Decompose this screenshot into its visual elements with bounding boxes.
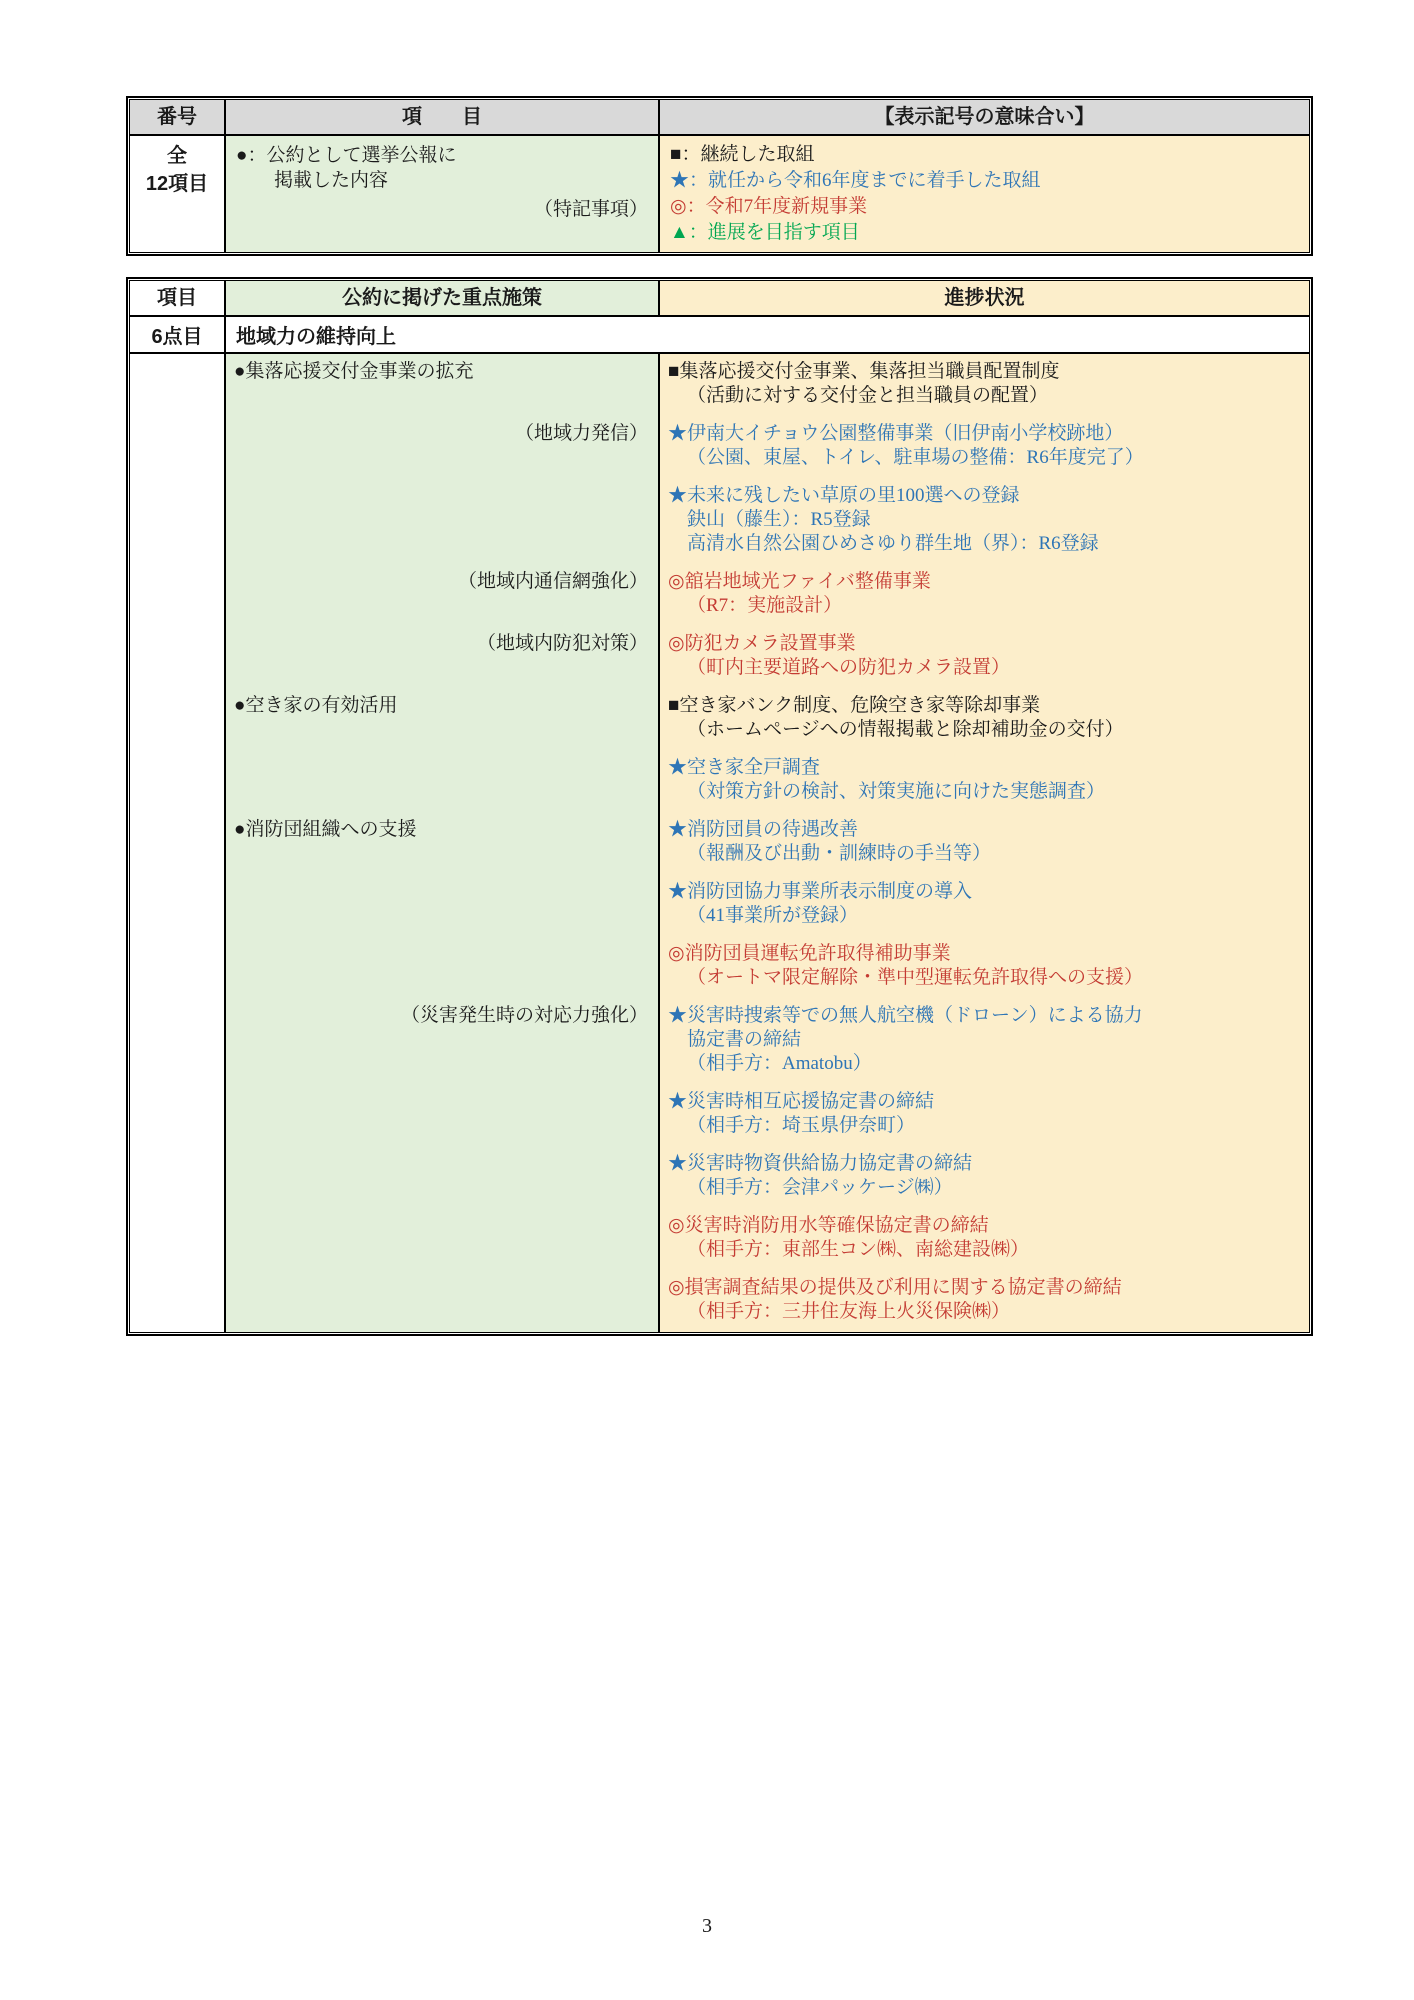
progress-line: （活動に対する交付金と担当職員の配置）: [687, 385, 1049, 406]
legend-table: [126, 96, 1313, 256]
progress-line: （相手方：埼玉県伊奈町）: [687, 1115, 916, 1136]
progress-line: ★災害時捜索等での無人航空機（ドローン）による協力: [668, 1005, 1143, 1026]
item-number-cell: [130, 1210, 224, 1272]
progress-line: （ホームページへの情報掲載と除却補助金の交付）: [687, 719, 1124, 740]
progress-entry: [658, 690, 1309, 752]
legend-count-line-2: 12項目: [145, 173, 209, 195]
policy-cell: [224, 1148, 658, 1210]
policy-label: （地域力発信）: [514, 423, 648, 444]
legend-symbol-line: ★：就任から令和6年度までに着手した取組: [670, 170, 1041, 191]
item-number-cell: [130, 876, 224, 938]
progress-line: 協定書の締結: [687, 1029, 802, 1050]
progress-line: ★空き家全戸調査: [668, 757, 821, 778]
policy-cell: [224, 1272, 658, 1332]
progress-group-row: [130, 1210, 1309, 1272]
policy-label: ●空き家の有効活用: [234, 695, 398, 716]
progress-line: ★災害時相互応援協定書の締結: [668, 1091, 935, 1112]
progress-group-row: [130, 354, 1309, 418]
item-number-cell: [130, 566, 224, 628]
item-number-cell: [130, 690, 224, 752]
progress-line: 鈌山（藤生）：R5登録: [687, 509, 871, 530]
progress-line: ★消防団員の待遇改善: [668, 819, 859, 840]
progress-line: （報酬及び出動・訓練時の手当等）: [687, 843, 992, 864]
legend-header-symbols: 【表示記号の意味合い】: [658, 100, 1309, 134]
progress-group-row: [130, 1272, 1309, 1332]
policy-cell: [224, 814, 658, 876]
policy-cell: [224, 418, 658, 480]
progress-group-row: [130, 752, 1309, 814]
item-number-cell: [130, 1148, 224, 1210]
legend-item-line-2: 掲載した内容: [274, 170, 389, 191]
item-number-cell: [130, 354, 224, 418]
progress-line: ◎舘岩地域光ファイバ整備事業: [668, 571, 931, 592]
legend-total-count: [130, 136, 224, 252]
progress-line: ★消防団協力事業所表示制度の導入: [668, 881, 973, 902]
progress-entry: [658, 1148, 1309, 1210]
policy-label: ●消防団組織への支援: [234, 819, 417, 840]
item-number-cell: [130, 628, 224, 690]
policy-cell: [224, 752, 658, 814]
legend-symbol-line: ▲：進展を目指す項目: [670, 222, 860, 243]
item-number-cell: [130, 418, 224, 480]
progress-group-row: [130, 418, 1309, 480]
legend-header-item: 項 目: [224, 100, 658, 134]
progress-line: ■集落応援交付金事業、集落担当職員配置制度: [668, 361, 1060, 382]
policy-cell: [224, 1086, 658, 1148]
item-number-cell: [130, 1000, 224, 1086]
progress-header-item: 項目: [130, 281, 224, 315]
progress-line: 高清水自然公園ひめさゆり群生地（界）：R6登録: [687, 533, 1099, 554]
progress-group-row: [130, 566, 1309, 628]
progress-line: （相手方：Amatobu）: [687, 1053, 872, 1074]
progress-line: ◎災害時消防用水等確保協定書の締結: [668, 1215, 989, 1236]
progress-line: ◎消防団員運転免許取得補助事業: [668, 943, 951, 964]
progress-group-row: [130, 938, 1309, 1000]
progress-entry: [658, 1272, 1309, 1332]
legend-header-row: [130, 100, 1309, 136]
policy-label: （災害発生時の対応力強化）: [400, 1005, 648, 1026]
item-number-cell: [130, 480, 224, 566]
progress-entry: [658, 938, 1309, 1000]
policy-cell: [224, 938, 658, 1000]
progress-entry: [658, 876, 1309, 938]
progress-body: [130, 354, 1309, 1332]
page-number: 3: [702, 1915, 712, 1937]
legend-header-number: 番号: [130, 100, 224, 134]
policy-label: ●集落応援交付金事業の拡充: [234, 361, 474, 382]
section-title: 地域力の維持向上: [224, 317, 1309, 352]
legend-item-note: （特記事項）: [533, 199, 648, 220]
progress-entry: [658, 480, 1309, 566]
legend-item-cell: [224, 136, 658, 252]
progress-header-status: 進捗状況: [658, 281, 1309, 315]
progress-line: （町内主要道路への防犯カメラ設置）: [687, 657, 1011, 678]
progress-group-row: [130, 480, 1309, 566]
legend-body-row: [130, 136, 1309, 252]
progress-line: （相手方：三井住友海上火災保険㈱）: [687, 1301, 1011, 1322]
progress-line: ★未来に残したい草原の里100選への登録: [668, 485, 1020, 506]
progress-line: ★伊南大イチョウ公園整備事業（旧伊南小学校跡地）: [668, 423, 1124, 444]
policy-cell: [224, 1000, 658, 1086]
policy-cell: [224, 354, 658, 418]
item-number-cell: [130, 1272, 224, 1332]
item-number-cell: [130, 1086, 224, 1148]
progress-line: ◎損害調査結果の提供及び利用に関する協定書の締結: [668, 1277, 1122, 1298]
progress-entry: [658, 354, 1309, 418]
policy-label: （地域内防犯対策）: [476, 633, 648, 654]
progress-line: ■空き家バンク制度、危険空き家等除却事業: [668, 695, 1041, 716]
section-number: 6点目: [130, 317, 224, 352]
policy-cell: [224, 566, 658, 628]
progress-group-row: [130, 876, 1309, 938]
progress-line: （公園、東屋、トイレ、駐車場の整備：R6年度完了）: [687, 447, 1144, 468]
item-number-cell: [130, 752, 224, 814]
progress-line: （相手方：会津パッケージ㈱）: [687, 1177, 953, 1198]
progress-entry: [658, 1000, 1309, 1086]
policy-cell: [224, 628, 658, 690]
legend-item-line-1: ●：公約として選挙公報に: [236, 145, 457, 166]
progress-header-policy: 公約に掲げた重点施策: [224, 281, 658, 315]
policy-cell: [224, 1210, 658, 1272]
legend-count-line-1: 全: [167, 145, 187, 167]
section-row: [130, 317, 1309, 354]
policy-label: （地域内通信網強化）: [457, 571, 648, 592]
progress-group-row: [130, 690, 1309, 752]
progress-entry: [658, 1086, 1309, 1148]
progress-entry: [658, 752, 1309, 814]
progress-entry: [658, 814, 1309, 876]
progress-group-row: [130, 1086, 1309, 1148]
progress-group-row: [130, 1148, 1309, 1210]
progress-line: （R7：実施設計）: [687, 595, 843, 616]
progress-line: （相手方：東部生コン㈱、南総建設㈱）: [687, 1239, 1030, 1260]
progress-line: （オートマ限定解除・準中型運転免許取得への支援）: [687, 967, 1144, 988]
progress-table: [126, 277, 1313, 1336]
progress-line: （41事業所が登録）: [687, 905, 859, 926]
legend-symbol-list: [658, 136, 1309, 252]
item-number-cell: [130, 814, 224, 876]
progress-line: ◎防犯カメラ設置事業: [668, 633, 856, 654]
progress-entry: [658, 1210, 1309, 1272]
legend-symbol-line: ■：継続した取組: [670, 144, 815, 165]
policy-cell: [224, 876, 658, 938]
progress-entry: [658, 566, 1309, 628]
progress-group-row: [130, 814, 1309, 876]
progress-entry: [658, 418, 1309, 480]
policy-cell: [224, 480, 658, 566]
progress-entry: [658, 628, 1309, 690]
progress-line: ★災害時物資供給協力協定書の締結: [668, 1153, 973, 1174]
item-number-cell: [130, 938, 224, 1000]
progress-line: （対策方針の検討、対策実施に向けた実態調査）: [687, 781, 1106, 802]
progress-group-row: [130, 1000, 1309, 1086]
progress-header-row: [130, 281, 1309, 317]
legend-symbol-line: ◎：令和7年度新規事業: [670, 196, 868, 217]
policy-cell: [224, 690, 658, 752]
progress-group-row: [130, 628, 1309, 690]
